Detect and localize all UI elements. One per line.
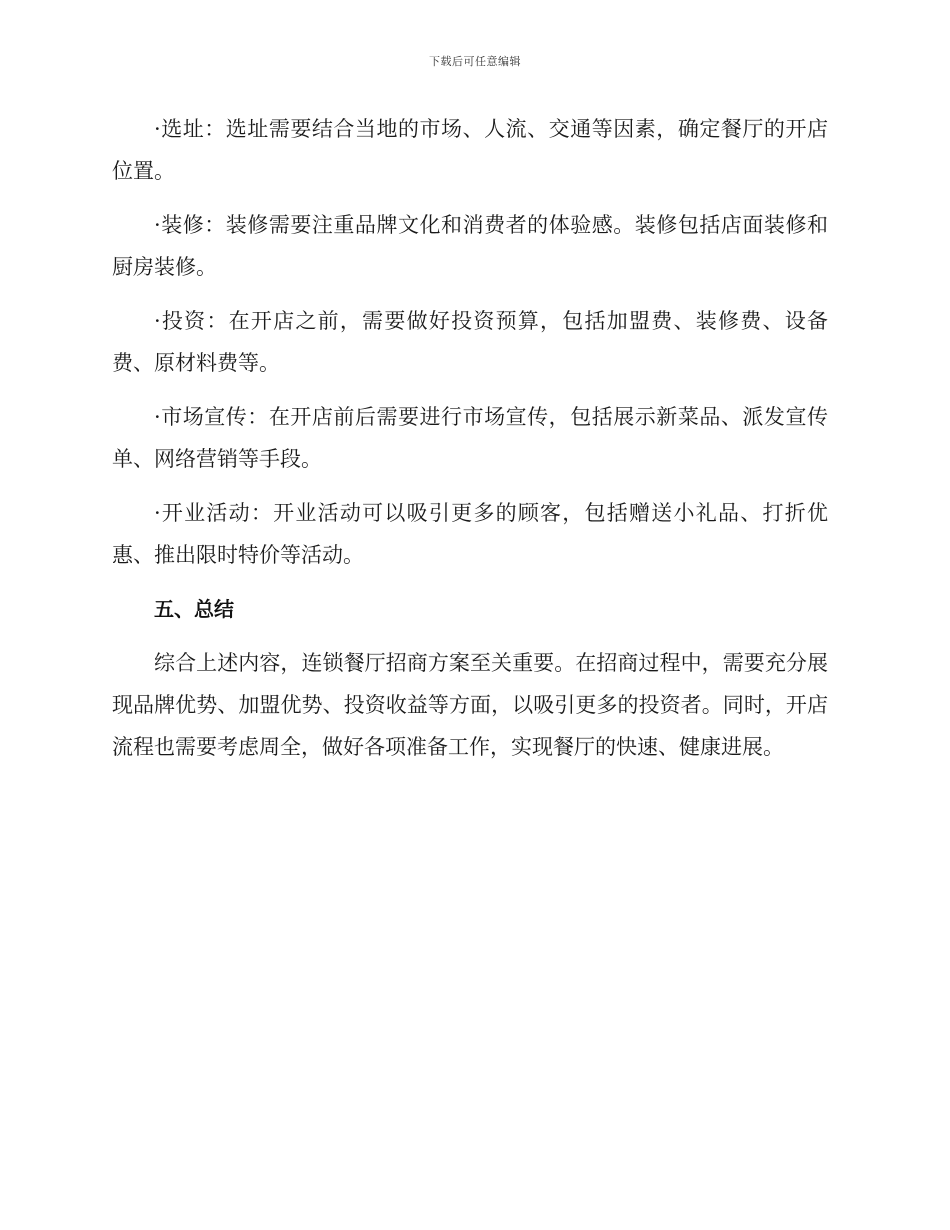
summary-paragraph: 综合上述内容，连锁餐厅招商方案至关重要。在招商过程中，需要充分展现品牌优势、加盟优势、投资收益等方面，以吸引更多的投资者。同时，开店流程也需要考虑周全，做好各项准备工作，实现餐厅的快速、健康进展。: [112, 651, 828, 759]
bullet-decoration: ·装修：装修需要注重品牌文化和消费者的体验感。装修包括店面装修和厨房装修。: [112, 213, 828, 279]
bullet-opening-event: ·开业活动：开业活动可以吸引更多的顾客，包括赠送小礼品、打折优惠、推出限时特价等活动。: [112, 501, 828, 567]
bullet-site-selection: ·选址：选址需要结合当地的市场、人流、交通等因素，确定餐厅的开店位置。: [112, 117, 828, 183]
bullet-investment: ·投资：在开店之前，需要做好投资预算，包括加盟费、装修费、设备费、原材料费等。: [112, 309, 828, 375]
bullet-marketing: ·市场宣传：在开店前后需要进行市场宣传，包括展示新菜品、派发宣传单、网络营销等手段。: [112, 405, 828, 471]
document-body: [112, 108, 828, 780]
section-heading-summary: 五、总结: [154, 597, 234, 621]
header-note: 下载后可任意编辑: [429, 55, 521, 68]
